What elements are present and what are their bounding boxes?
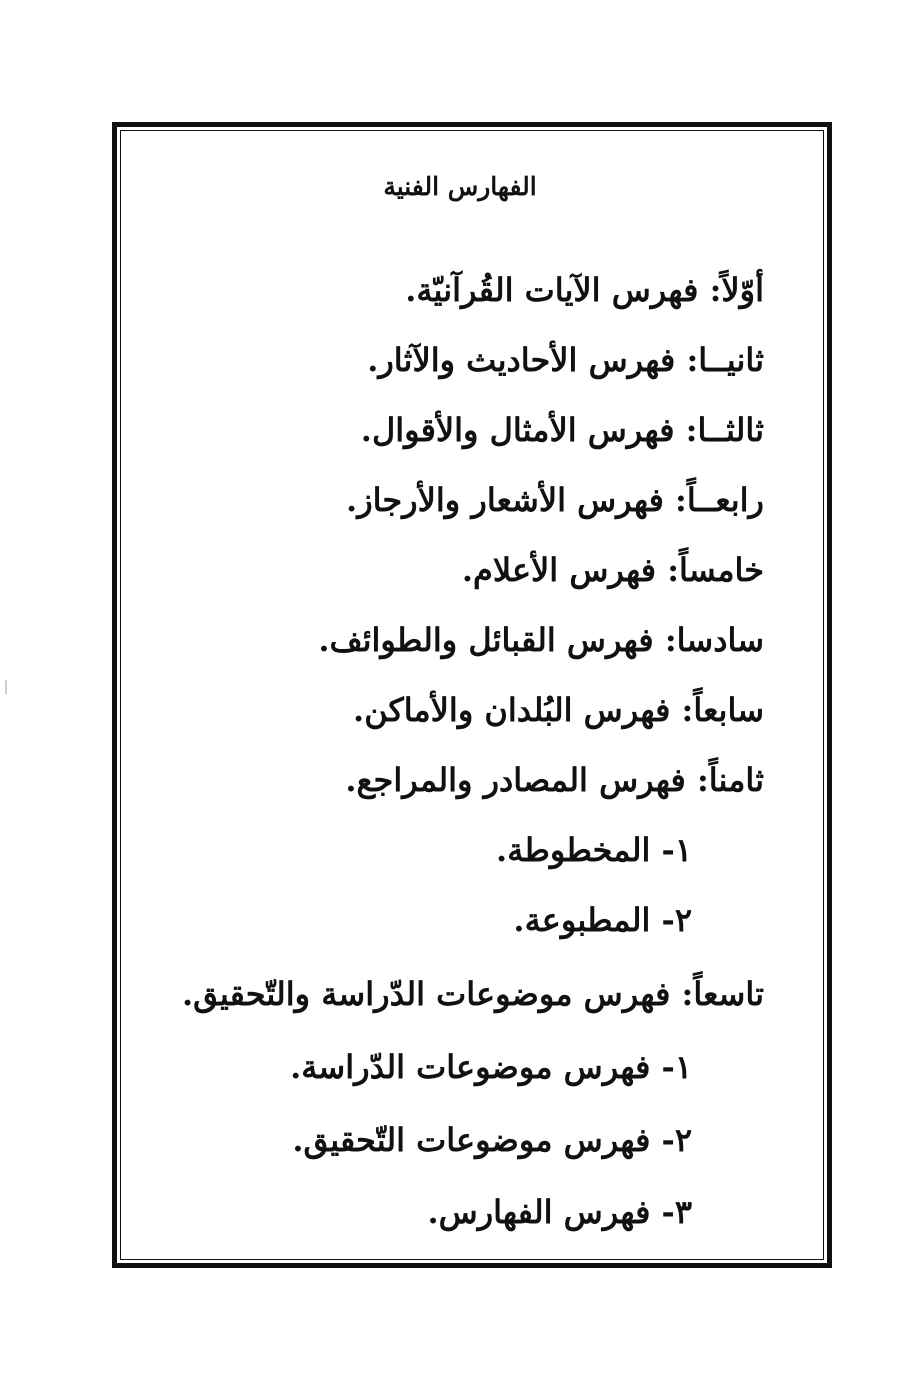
item-text: فهرس الأعلام.	[461, 551, 657, 589]
item-text: فهرس موضوعات الدّراسة.	[290, 1048, 651, 1086]
index-subitem-9-3	[428, 1190, 693, 1234]
item-label: ٢-	[650, 901, 692, 939]
index-subitem-9-2	[292, 1118, 692, 1162]
item-label: ٢-	[650, 1121, 692, 1159]
index-subitem-8-2	[513, 898, 692, 942]
item-text: المطبوعة.	[513, 901, 651, 939]
item-label: أوّلاً:	[698, 271, 764, 309]
index-item-8	[345, 758, 764, 802]
item-text: فهرس البُلدان والأماكن.	[353, 691, 671, 729]
item-label: سادسا:	[653, 621, 764, 659]
item-label: ثامناً:	[685, 761, 764, 799]
item-label: سابعاً:	[670, 691, 764, 729]
item-text: فهرس الأشعار والأرجاز.	[346, 481, 664, 519]
index-item-2	[367, 338, 764, 382]
index-item-4	[346, 478, 764, 522]
index-item-1	[405, 268, 764, 312]
item-label: ثانيــا:	[675, 341, 764, 379]
item-label: رابعــاً:	[663, 481, 764, 519]
item-label: خامساً:	[656, 551, 764, 589]
item-text: فهرس الأحاديث والآثار.	[367, 341, 676, 379]
item-label: ثالثــا:	[674, 411, 764, 449]
index-item-3	[361, 408, 764, 452]
page-title: الفهارس الفنية	[383, 172, 537, 201]
item-text: فهرس المصادر والمراجع.	[345, 761, 686, 799]
item-text: فهرس موضوعات الدّراسة والتّحقيق.	[182, 975, 671, 1013]
item-label: تاسعاً:	[670, 975, 764, 1013]
index-subitem-8-1	[496, 828, 692, 872]
item-text: فهرس الأمثال والأقوال.	[360, 411, 675, 449]
item-text: فهرس الفهارس.	[427, 1193, 651, 1231]
item-label: ١-	[650, 831, 692, 869]
item-text: فهرس القبائل والطوائف.	[318, 621, 654, 659]
index-item-9	[182, 972, 764, 1016]
item-text: المخطوطة.	[496, 831, 651, 869]
index-item-6	[318, 618, 764, 662]
item-label: ١-	[650, 1048, 692, 1086]
scan-edge-mark	[5, 680, 7, 694]
item-label: ٣-	[650, 1193, 692, 1231]
index-item-7	[353, 688, 764, 732]
index-item-5	[462, 548, 764, 592]
item-text: فهرس موضوعات التّحقيق.	[292, 1121, 651, 1159]
item-text: فهرس الآيات القُرآنيّة.	[405, 271, 699, 309]
index-subitem-9-1	[290, 1045, 692, 1089]
